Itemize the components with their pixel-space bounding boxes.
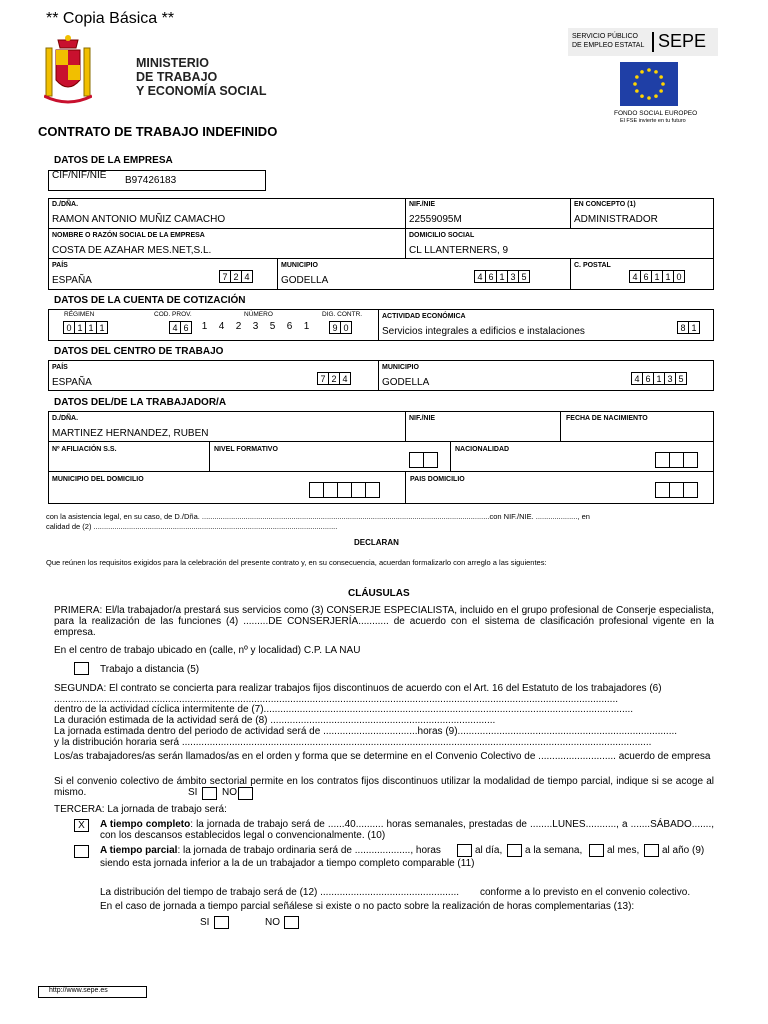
code-cell[interactable]: 6 [642, 372, 654, 385]
empty-cell[interactable] [309, 482, 324, 498]
empresa-grid [48, 198, 714, 290]
afiliacion-label: Nº AFILIACIÓN S.S. [52, 446, 117, 453]
tiempo-parcial-text [100, 845, 441, 856]
segunda-line-1: SEGUNDA: El contrato se concierta para realizar trabajos fijos discontinuos de acuerdo con el Art. 16 del Estatuto de los trabajadores (6) [54, 683, 662, 694]
empty-cell[interactable] [409, 452, 424, 468]
numero-code [196, 321, 315, 332]
empty-cell[interactable] [337, 482, 352, 498]
empty-cell[interactable] [683, 482, 698, 498]
centro-municipio-value[interactable]: GODELLA [382, 377, 430, 388]
divider [378, 309, 379, 341]
centro-pais-label: PAÍS [52, 364, 68, 371]
code-cell[interactable]: 0 [340, 321, 352, 334]
segunda-line-3: dentro de la actividad cíclica intermitente de (7)..................................................................................................................................... [54, 704, 634, 715]
centro-municipio-label: MUNICIPIO [382, 364, 419, 371]
eu-star-icon [633, 82, 637, 86]
code-cell[interactable]: 1 [496, 270, 508, 283]
no2-label: NO [265, 917, 280, 928]
divider [48, 471, 714, 472]
trabajador-djdna-value[interactable]: MARTINEZ HERNANDEZ, RUBEN [52, 428, 209, 439]
numero-digit[interactable]: 5 [269, 321, 276, 332]
dig-label: DIG. CONTR. [322, 311, 363, 318]
spain-coat-of-arms-icon [44, 34, 92, 108]
eu-star-icon [654, 94, 658, 98]
tiempo-parcial-desc: : la jornada de trabajo ordinaria será de ...................., horas [177, 845, 441, 856]
sepe-small-text [572, 32, 644, 50]
concepto-label: EN CONCEPTO (1) [574, 201, 636, 208]
djdna-label: D./DÑA. [52, 201, 79, 208]
code-cell[interactable]: 1 [74, 321, 86, 334]
si-checkbox[interactable] [202, 787, 217, 800]
ministerio-line-2: DE TRABAJO [136, 70, 218, 84]
pais-domicilio-code [656, 482, 698, 498]
regimen-code [64, 321, 108, 334]
clausula-centro: En el centro de trabajo ubicado en (calle, nº y localidad) C.P. LA NAU [54, 645, 361, 656]
tiempo-parcial-text-2: siendo esta jornada inferior a la de un trabajador a tiempo completo comparable (11) [100, 858, 475, 869]
empty-cell[interactable] [323, 482, 338, 498]
sepe-small-line-2: DE EMPLEO ESTATAL [572, 42, 645, 49]
eu-star-icon [635, 89, 639, 93]
code-cell[interactable]: 4 [631, 372, 643, 385]
code-cell[interactable]: 5 [518, 270, 530, 283]
distancia-label: Trabajo a distancia (5) [100, 664, 200, 675]
al-ano-label: al año (9) [662, 845, 705, 856]
code-cell[interactable]: 6 [485, 270, 497, 283]
municipio-code [475, 270, 530, 283]
domicilio-value[interactable]: CL LLANTERNERS, 9 [409, 245, 509, 256]
footer-url[interactable]: http://www.sepe.es [49, 987, 108, 994]
al-mes-checkbox[interactable] [589, 844, 604, 857]
section-empresa: DATOS DE LA EMPRESA [54, 155, 173, 166]
code-cell[interactable]: 2 [328, 372, 340, 385]
empty-cell[interactable] [669, 452, 684, 468]
sepe-small-line-1: SERVICIO PÚBLICO [572, 33, 639, 40]
ministerio-line-3: Y ECONOMÍA SOCIAL [136, 84, 267, 98]
fse-label: FONDO SOCIAL EUROPEO [614, 110, 698, 117]
page-title: CONTRATO DE TRABAJO INDEFINIDO [38, 124, 278, 139]
si-label: SI [188, 787, 198, 798]
centro-municipio-code [632, 372, 687, 385]
cif-label: CIF/NIF/NIE [52, 170, 107, 181]
cif-value[interactable]: B97426183 [125, 175, 177, 186]
conforme-text: conforme a lo previsto en el convenio colectivo. [480, 887, 691, 898]
section-cotizacion: DATOS DE LA CUENTA DE COTIZACIÓN [54, 295, 246, 306]
tiempo-completo-checkbox[interactable]: X [74, 819, 89, 832]
empty-cell[interactable] [655, 482, 670, 498]
complementarias-text: En el caso de jornada a tiempo parcial señálese si existe o no pacto sobre la realización de horas complementarias (13): [100, 901, 635, 912]
municipio-domicilio-code [310, 482, 380, 498]
code-cell[interactable]: 0 [63, 321, 75, 334]
a-semana-label: a la semana, [525, 845, 583, 856]
declaran-heading: DECLARAN [354, 538, 399, 547]
empty-cell[interactable] [351, 482, 366, 498]
eu-star-icon [654, 70, 658, 74]
asistencia-line-1: con la asistencia legal, en su caso, de D./Dña. ..........................................................................................................................................con NIF./NIE. ...................., en [46, 512, 590, 521]
segunda-line-6: y la distribución horaria será ......................................................................................................................................................................... [54, 737, 652, 748]
code-cell[interactable]: 1 [651, 270, 663, 283]
nacionalidad-label: NACIONALIDAD [455, 446, 510, 453]
ministerio-name [136, 56, 267, 98]
section-centro: DATOS DEL CENTRO DE TRABAJO [54, 346, 224, 357]
code-cell[interactable]: 6 [640, 270, 652, 283]
nif-value[interactable]: 22559095M [409, 214, 462, 225]
ministerio-line-1: MINISTERIO [136, 56, 209, 70]
empty-cell[interactable] [365, 482, 380, 498]
code-cell[interactable]: 3 [664, 372, 676, 385]
nacionalidad-code [656, 452, 698, 468]
code-cell[interactable]: 4 [241, 270, 253, 283]
tiempo-completo-text [100, 819, 714, 841]
nif-label: NIF./NIE [409, 201, 436, 208]
si2-checkbox[interactable] [214, 916, 229, 929]
djdna-value[interactable]: RAMON ANTONIO MUÑIZ CAMACHO [52, 214, 226, 225]
divider [405, 471, 406, 504]
municipio-label: MUNICIPIO [281, 262, 318, 269]
code-cell[interactable]: 7 [219, 270, 231, 283]
actividad-code [678, 321, 700, 334]
copia-basica-label: ** Copia Básica ** [46, 10, 175, 27]
clausulas-heading: CLÁUSULAS [348, 588, 410, 599]
municipio-domicilio-label: MUNICIPIO DEL DOMICILIO [52, 476, 144, 483]
a-semana-checkbox[interactable] [507, 844, 522, 857]
numero-digit[interactable]: 1 [201, 321, 208, 332]
si2-label: SI [200, 917, 210, 928]
al-dia-checkbox[interactable] [457, 844, 472, 857]
concepto-value[interactable]: ADMINISTRADOR [574, 214, 658, 225]
sepe-logo [568, 28, 718, 56]
parcial-question: Si el convenio colectivo de ámbito sectorial permite en los contratos fijos discontinuos utilizar la modalidad de tiempo parcial, indique si se acoge al mismo. [54, 776, 714, 798]
pais-domicilio-label: PAIS DOMICILIO [410, 476, 465, 483]
cod-prov-label: COD. PROV. [154, 311, 192, 318]
eu-flag-icon [620, 62, 678, 106]
code-cell[interactable]: 4 [339, 372, 351, 385]
segunda-line-5: La jornada estimada dentro del periodo de actividad será de ..................................horas (9)............................................................................... [54, 726, 678, 737]
nivel-formativo-code [410, 452, 438, 468]
actividad-value[interactable]: Servicios integrales a edificios e instalaciones [382, 326, 585, 337]
al-dia-label: al día, [475, 845, 503, 856]
divider [48, 258, 714, 259]
numero-label: NÚMERO [244, 311, 273, 318]
domicilio-label: DOMICILIO SOCIAL [409, 232, 475, 239]
code-cell[interactable]: 1 [85, 321, 97, 334]
divider [405, 411, 406, 442]
code-cell[interactable]: 1 [653, 372, 665, 385]
divider [450, 441, 451, 472]
eu-star-icon [635, 75, 639, 79]
cotizacion-grid [48, 309, 714, 341]
numero-digit[interactable]: 1 [303, 321, 310, 332]
eu-star-icon [640, 94, 644, 98]
divider [405, 198, 406, 259]
eu-star-icon [640, 70, 644, 74]
segunda-line-4: La duración estimada de la actividad será de (8) ................................................................................. [54, 715, 496, 726]
razon-label: NOMBRE O RAZÓN SOCIAL DE LA EMPRESA [52, 232, 205, 239]
fecha-nacimiento-label: FECHA DE NACIMIENTO [566, 415, 648, 422]
empty-cell[interactable] [655, 452, 670, 468]
cp-code [630, 270, 685, 283]
cif-box [48, 170, 266, 191]
numero-digit[interactable]: 2 [235, 321, 242, 332]
code-cell[interactable]: 6 [180, 321, 192, 334]
centro-pais-value[interactable]: ESPAÑA [52, 377, 92, 388]
sepe-big-text: SEPE [658, 31, 707, 51]
eu-star-icon [647, 96, 651, 100]
divider [570, 198, 571, 229]
trabajador-djdna-label: D./DÑA. [52, 415, 79, 422]
municipio-value[interactable]: GODELLA [281, 275, 329, 286]
razon-value[interactable]: COSTA DE AZAHAR MES.NET,S.L. [52, 245, 212, 256]
numero-digit[interactable]: 6 [286, 321, 293, 332]
dig-code [330, 321, 352, 334]
cod-prov-code [170, 321, 192, 334]
code-cell[interactable]: 5 [675, 372, 687, 385]
divider [48, 441, 714, 442]
footer-url-box [38, 986, 147, 998]
centro-pais-code [318, 372, 351, 385]
code-cell[interactable]: 4 [629, 270, 641, 283]
eu-star-icon [659, 89, 663, 93]
asistencia-line-2: calidad de (2) ..................................................................................................................... [46, 522, 338, 531]
al-ano-checkbox[interactable] [644, 844, 659, 857]
divider [378, 360, 379, 391]
divider [560, 411, 561, 442]
nivel-formativo-label: NIVEL FORMATIVO [214, 446, 278, 453]
distancia-checkbox[interactable] [74, 662, 89, 675]
segunda-line-2: ........................................................................................................................................................................................................... [54, 694, 618, 705]
al-mes-label: al mes, [607, 845, 640, 856]
code-cell[interactable]: 4 [169, 321, 181, 334]
tiempo-parcial-bold: A tiempo parcial [100, 845, 178, 856]
divider [570, 258, 571, 290]
code-cell[interactable]: 1 [662, 270, 674, 283]
code-cell[interactable]: 3 [507, 270, 519, 283]
numero-digit[interactable]: 4 [218, 321, 225, 332]
clausula-primera: PRIMERA: El/la trabajador/a prestará sus servicios como (3) CONSERJE ESPECIALISTA, incluido en el grupo profesional de Conserje especialista, para la realización de las funciones (4) .........DE CONSERJERÍA........... de acuerdo con el sistema de clasificación profesional vigente en la empresa. [54, 605, 714, 638]
code-cell[interactable]: 1 [688, 321, 700, 334]
empty-cell[interactable] [669, 482, 684, 498]
code-cell[interactable]: 8 [677, 321, 689, 334]
code-cell[interactable]: 0 [673, 270, 685, 283]
no-checkbox[interactable] [238, 787, 253, 800]
centro-grid [48, 360, 714, 391]
regimen-label: RÉGIMEN [64, 311, 95, 318]
code-cell[interactable]: 9 [329, 321, 341, 334]
section-trabajador: DATOS DEL/DE LA TRABAJADOR/A [54, 397, 227, 408]
no-label: NO [222, 787, 237, 798]
code-cell[interactable]: 2 [230, 270, 242, 283]
cp-label: C. POSTAL [574, 262, 611, 269]
actividad-label: ACTIVIDAD ECONÓMICA [382, 313, 466, 320]
code-cell[interactable]: 4 [474, 270, 486, 283]
tiempo-completo-bold: A tiempo completo [100, 819, 191, 830]
no2-checkbox[interactable] [284, 916, 299, 929]
code-cell[interactable]: 7 [317, 372, 329, 385]
code-cell[interactable]: 1 [96, 321, 108, 334]
trabajador-grid [48, 411, 714, 504]
pais-code [220, 270, 253, 283]
divider [209, 441, 210, 472]
tercera-heading: TERCERA: La jornada de trabajo será: [54, 804, 227, 815]
pais-label: PAÍS [52, 262, 68, 269]
distribucion-text: La distribución del tiempo de trabajo será de (12) .................................................. [100, 887, 460, 898]
eu-star-icon [659, 75, 663, 79]
llamados-text: Los/as trabajadores/as serán llamados/as en el orden y forma que se determine en el Convenio Colectivo de ............................ acuerdo de empresa [54, 751, 711, 762]
eu-star-icon [661, 82, 665, 86]
pais-value[interactable]: ESPAÑA [52, 275, 92, 286]
eu-star-icon [647, 68, 651, 72]
empty-cell[interactable] [683, 452, 698, 468]
declaran-text: Que reúnen los requisitos exigidos para la celebración del presente contrato y, en su consecuencia, acuerdan formalizarlo con arreglo a las siguientes: [46, 558, 547, 567]
empty-cell[interactable] [423, 452, 438, 468]
trabajador-nif-label: NIF./NIE [409, 415, 436, 422]
sepe-divider [652, 32, 654, 52]
fse-sub-label: El FSE invierte en tu futuro [620, 118, 686, 124]
tiempo-completo-desc: : la jornada de trabajo será de ......40.......... horas semanales, prestadas de ........LUNES..........., a .......SÁBADO......., con los descansos establecidos legal o convencionalmente. (10) [100, 819, 714, 841]
tiempo-parcial-checkbox[interactable] [74, 845, 89, 858]
divider [48, 228, 714, 229]
numero-digit[interactable]: 3 [252, 321, 259, 332]
divider [277, 258, 278, 290]
